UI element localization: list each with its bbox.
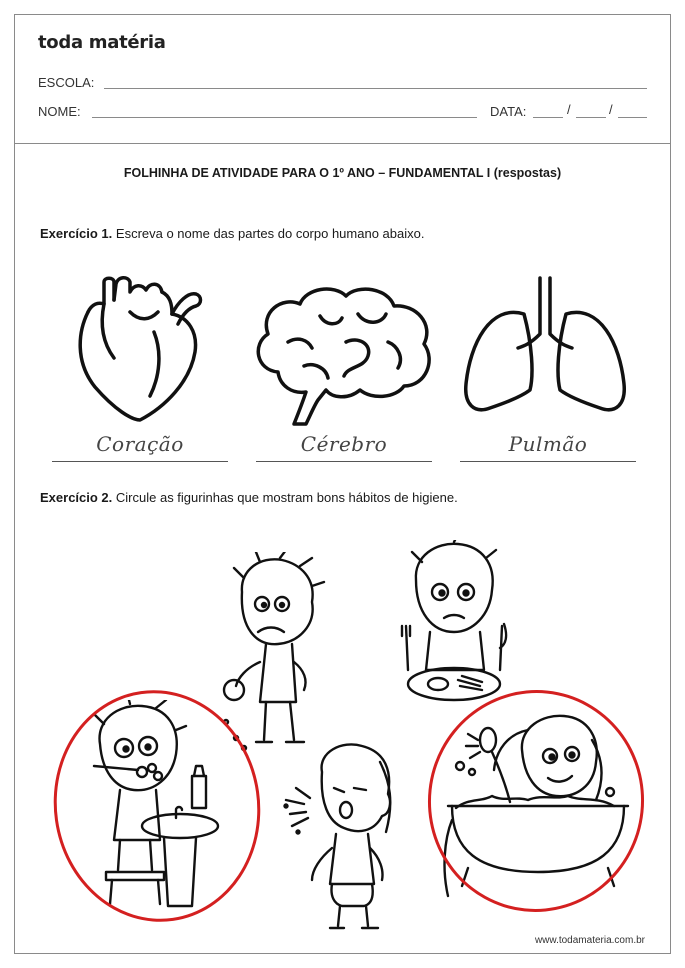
exercise-1-instruction <box>40 226 424 241</box>
sheet-title: FOLHINHA DE ATIVIDADE PARA O 1º ANO – FUNDAMENTAL I (respostas) <box>123 166 562 180</box>
answer-cerebro: Cérebro <box>300 432 388 456</box>
exercise-1-label: Exercício 1. <box>40 226 113 241</box>
date-separator: / <box>567 102 571 117</box>
girl-eating-illustration[interactable] <box>396 540 516 710</box>
date-day-field[interactable] <box>533 117 563 118</box>
exercise-2-instruction <box>40 490 458 505</box>
heart-illustration <box>70 272 210 422</box>
lungs-illustration <box>460 274 630 424</box>
school-label: ESCOLA: <box>38 75 95 90</box>
brand-logo: toda matéria <box>38 32 166 53</box>
answer-pulmao: Pulmão <box>508 432 588 456</box>
boy-dirty-hands-illustration[interactable] <box>220 552 330 752</box>
date-separator: / <box>609 102 613 117</box>
date-label: DATA: <box>490 104 527 119</box>
date-month-field[interactable] <box>576 117 606 118</box>
answer-line-2[interactable] <box>256 461 432 462</box>
footer-url[interactable]: www.todamateria.com.br <box>534 935 645 946</box>
exercise-2-label: Exercício 2. <box>40 490 113 505</box>
girl-sneezing-illustration[interactable] <box>282 742 402 932</box>
answer-line-1[interactable] <box>52 461 228 462</box>
answer-coracao: Coração <box>96 432 184 456</box>
school-field[interactable] <box>104 88 647 89</box>
name-label: NOME: <box>38 104 81 119</box>
name-field[interactable] <box>92 117 477 118</box>
date-year-field[interactable] <box>618 117 647 118</box>
answer-line-3[interactable] <box>460 461 636 462</box>
header-divider <box>14 143 671 144</box>
exercise-2-text: Circule as figurinhas que mostram bons hábitos de higiene. <box>112 490 458 505</box>
brain-illustration <box>248 282 438 432</box>
exercise-1-text: Escreva o nome das partes do corpo humano abaixo. <box>112 226 425 241</box>
